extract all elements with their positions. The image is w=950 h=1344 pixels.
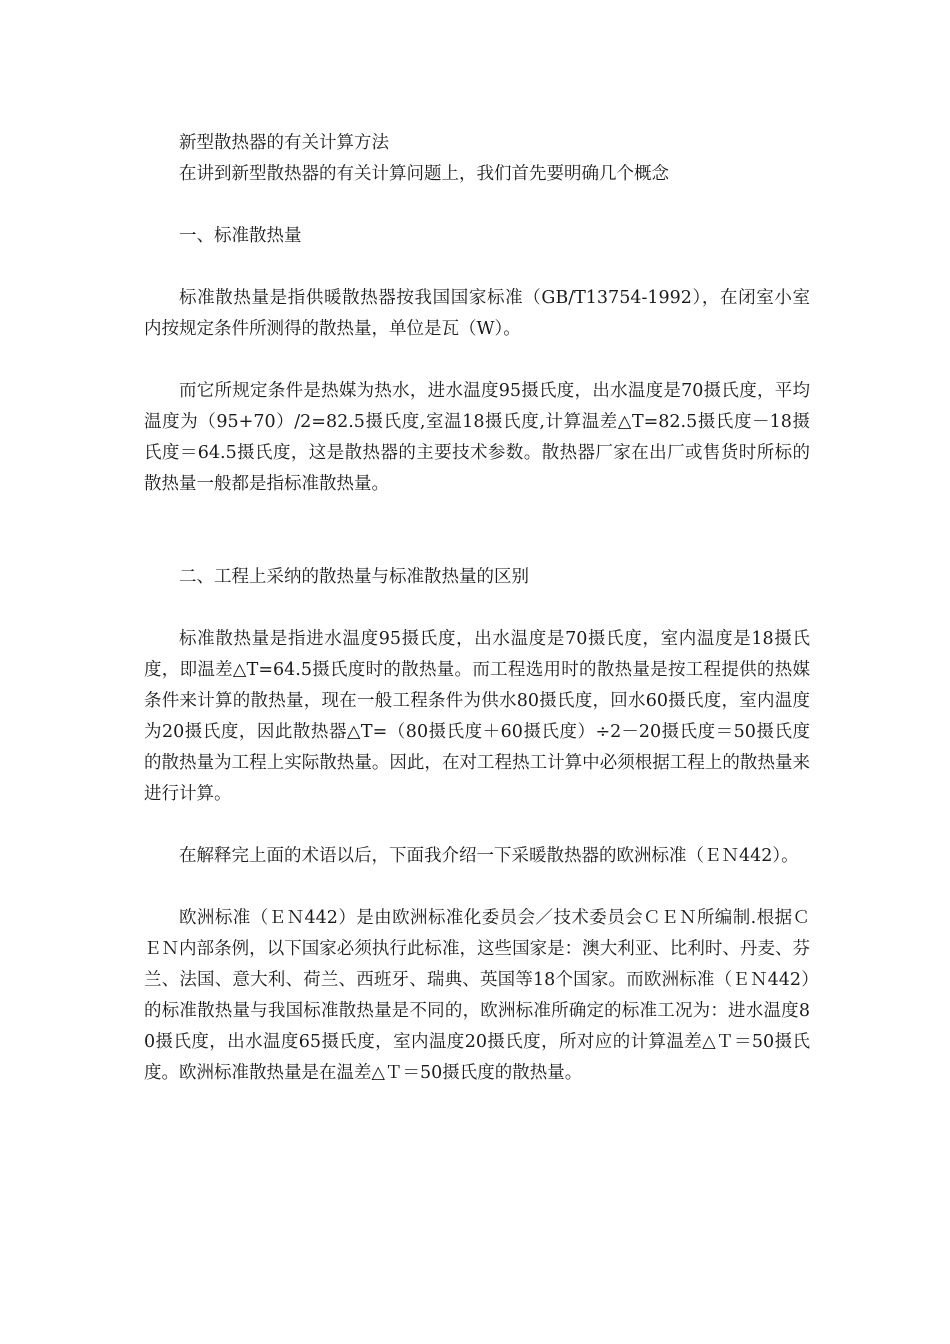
section1-heading: 一、标准散热量 <box>179 226 302 246</box>
section1-paragraph-2: 而它所规定条件是热媒为热水，进水温度95摄氏度，出水温度是70摄氏度，平均温度为（95+70）/2=82.5摄氏度,室温18摄氏度,计算温差△T=82.5摄氏度－18摄氏度＝64.5摄氏度，这是散热器的主要技术参数。散热器厂家在出厂或售货时所标的散热量一般都是指标准散热量。 <box>144 381 810 494</box>
intro-paragraph: 在讲到新型散热器的有关计算问题上，我们首先要明确几个概念 <box>179 164 669 184</box>
spacer <box>144 593 810 624</box>
spacer <box>144 872 810 903</box>
section2-paragraph-2: 在解释完上面的术语以后，下面我介绍一下采暖散热器的欧洲标准（ＥＮ442）。 <box>179 846 799 866</box>
spacer <box>144 252 810 283</box>
spacer <box>144 500 810 562</box>
document-page <box>144 128 810 1089</box>
spacer <box>144 190 810 221</box>
section2-heading: 二、工程上采纳的散热量与标准散热量的区别 <box>179 567 529 587</box>
section2-paragraph-1: 标准散热量是指进水温度95摄氏度，出水温度是70摄氏度，室内温度是18摄氏度，即温差△T=64.5摄氏度时的散热量。而工程选用时的散热量是按工程提供的热媒条件来计算的散热量，现在一般工程条件为供水80摄氏度，回水60摄氏度，室内温度为20摄氏度，因此散热器△T=（80摄氏度＋60摄氏度）÷2－20摄氏度＝50摄氏度的散热量为工程上实际散热量。因此，在对工程热工计算中必须根据工程上的散热量来进行计算。 <box>144 629 810 804</box>
section2-paragraph-3: 欧洲标准（ＥＮ442）是由欧洲标准化委员会／技术委员会ＣＥＮ所编制.根据ＣＥＮ内部条例，以下国家必须执行此标准，这些国家是：澳大利亚、比利时、丹麦、芬兰、法国、意大利、荷兰、西班牙、瑞典、英国等18个国家。而欧洲标准（ＥＮ442）的标准散热量与我国标准散热量是不同的，欧洲标准所确定的标准工况为：进水温度80摄氏度，出水温度65摄氏度，室内温度20摄氏度，所对应的计算温差△Ｔ＝50摄氏度。欧洲标准散热量是在温差△Ｔ＝50摄氏度的散热量。 <box>144 908 810 1083</box>
document-title: 新型散热器的有关计算方法 <box>179 133 389 153</box>
spacer <box>144 345 810 376</box>
section1-paragraph-1: 标准散热量是指供暖散热器按我国国家标准（GB/T13754-1992），在闭室小室内按规定条件所测得的散热量，单位是瓦（W）。 <box>144 288 810 339</box>
spacer <box>144 810 810 841</box>
